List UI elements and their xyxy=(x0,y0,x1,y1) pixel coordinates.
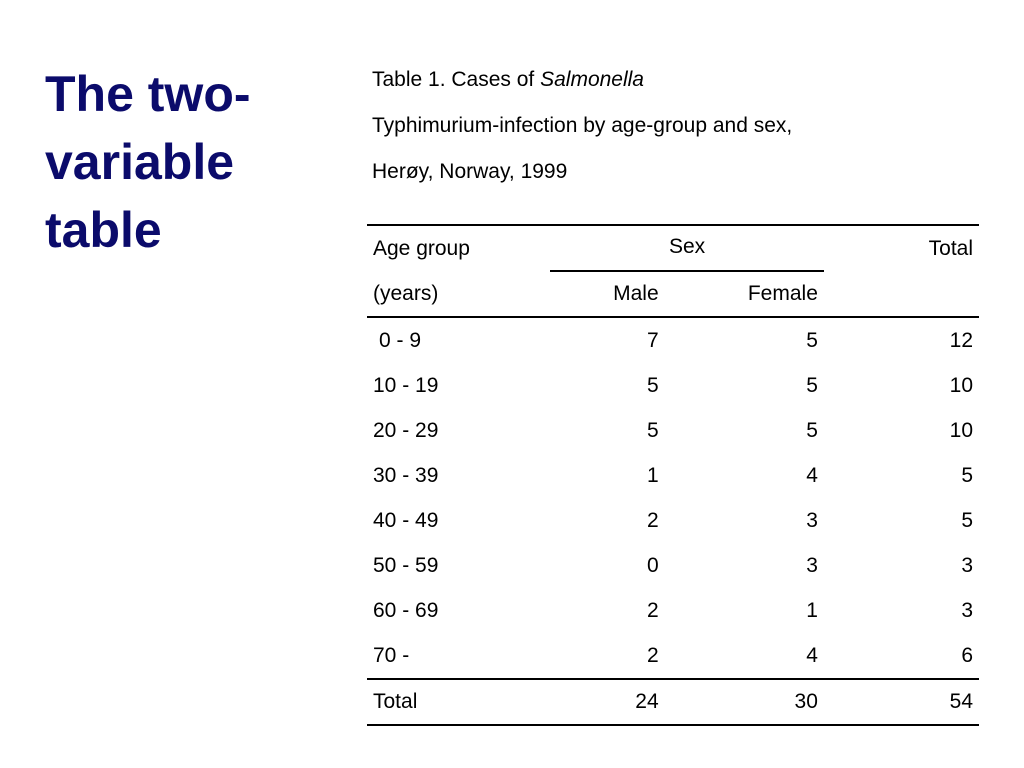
cell-male: 2 xyxy=(646,598,659,622)
table-footer xyxy=(367,679,979,725)
cell-male: 7 xyxy=(646,328,659,352)
table-row xyxy=(367,543,979,588)
cell-female: 5 xyxy=(806,373,818,397)
cell-total: 5 xyxy=(961,463,973,487)
table-body xyxy=(367,317,979,679)
table-row xyxy=(367,633,979,679)
slide-title-line-2: variable xyxy=(45,134,235,190)
table-row xyxy=(367,363,979,408)
cell-age: 60 - 69 xyxy=(373,598,439,622)
header-years: (years) xyxy=(367,272,550,317)
caption-line-1 xyxy=(372,57,992,103)
caption-line-3: Herøy, Norway, 1999 xyxy=(372,160,568,183)
header-total-blank xyxy=(824,272,979,317)
header-total: Total xyxy=(824,225,979,272)
slide-title xyxy=(45,60,345,264)
cell-age: 0 - 9 xyxy=(379,328,422,352)
header-sex-label: Sex xyxy=(668,235,706,258)
cell-total: 5 xyxy=(961,508,973,532)
table-header xyxy=(367,225,979,317)
cell-total: 12 xyxy=(949,328,973,352)
table-row xyxy=(367,317,979,363)
cases-table xyxy=(367,224,979,726)
header-row-2 xyxy=(367,272,979,317)
cell-total: 3 xyxy=(961,553,973,577)
cell-male: 2 xyxy=(646,643,659,667)
footer-female-total: 30 xyxy=(665,679,824,725)
footer-male-total: 24 xyxy=(550,679,664,725)
table-row xyxy=(367,588,979,633)
cell-total: 10 xyxy=(949,418,973,442)
table-row xyxy=(367,453,979,498)
slide-title-line-3: table xyxy=(45,202,162,258)
sex-divider xyxy=(550,270,824,272)
total-row xyxy=(367,679,979,725)
footer-grand-total: 54 xyxy=(824,679,979,725)
header-male: Male xyxy=(550,272,664,317)
cell-female: 4 xyxy=(806,463,818,487)
cell-female: 4 xyxy=(806,643,818,667)
cell-female: 3 xyxy=(806,553,818,577)
footer-label: Total xyxy=(367,679,550,725)
header-female: Female xyxy=(665,272,824,317)
cell-female: 1 xyxy=(806,598,818,622)
cell-age: 50 - 59 xyxy=(373,553,439,577)
cell-age: 70 - xyxy=(373,643,410,667)
table-row xyxy=(367,498,979,543)
cell-total: 3 xyxy=(961,598,973,622)
caption-organism: Salmonella xyxy=(540,68,644,91)
cell-female: 3 xyxy=(806,508,818,532)
cell-male: 1 xyxy=(646,463,659,487)
cell-age: 10 - 19 xyxy=(373,373,439,397)
cell-age: 30 - 39 xyxy=(373,463,439,487)
caption-line-2: Typhimurium-infection by age-group and sex, xyxy=(372,114,793,137)
slide-title-line-1: The two- xyxy=(45,66,251,122)
header-sex xyxy=(550,225,824,272)
caption-prefix: Table 1. Cases of xyxy=(372,68,541,91)
table-caption xyxy=(372,57,992,195)
cell-male: 2 xyxy=(646,508,659,532)
cell-female: 5 xyxy=(806,418,818,442)
cell-total: 6 xyxy=(961,643,973,667)
header-row-1 xyxy=(367,225,979,272)
cell-age: 40 - 49 xyxy=(373,508,439,532)
cell-male: 5 xyxy=(646,373,659,397)
cell-age: 20 - 29 xyxy=(373,418,439,442)
cell-total: 10 xyxy=(949,373,973,397)
cell-female: 5 xyxy=(806,328,818,352)
table-row xyxy=(367,408,979,453)
cell-male: 0 xyxy=(646,553,659,577)
header-age-group: Age group xyxy=(367,225,550,272)
cell-male: 5 xyxy=(646,418,659,442)
